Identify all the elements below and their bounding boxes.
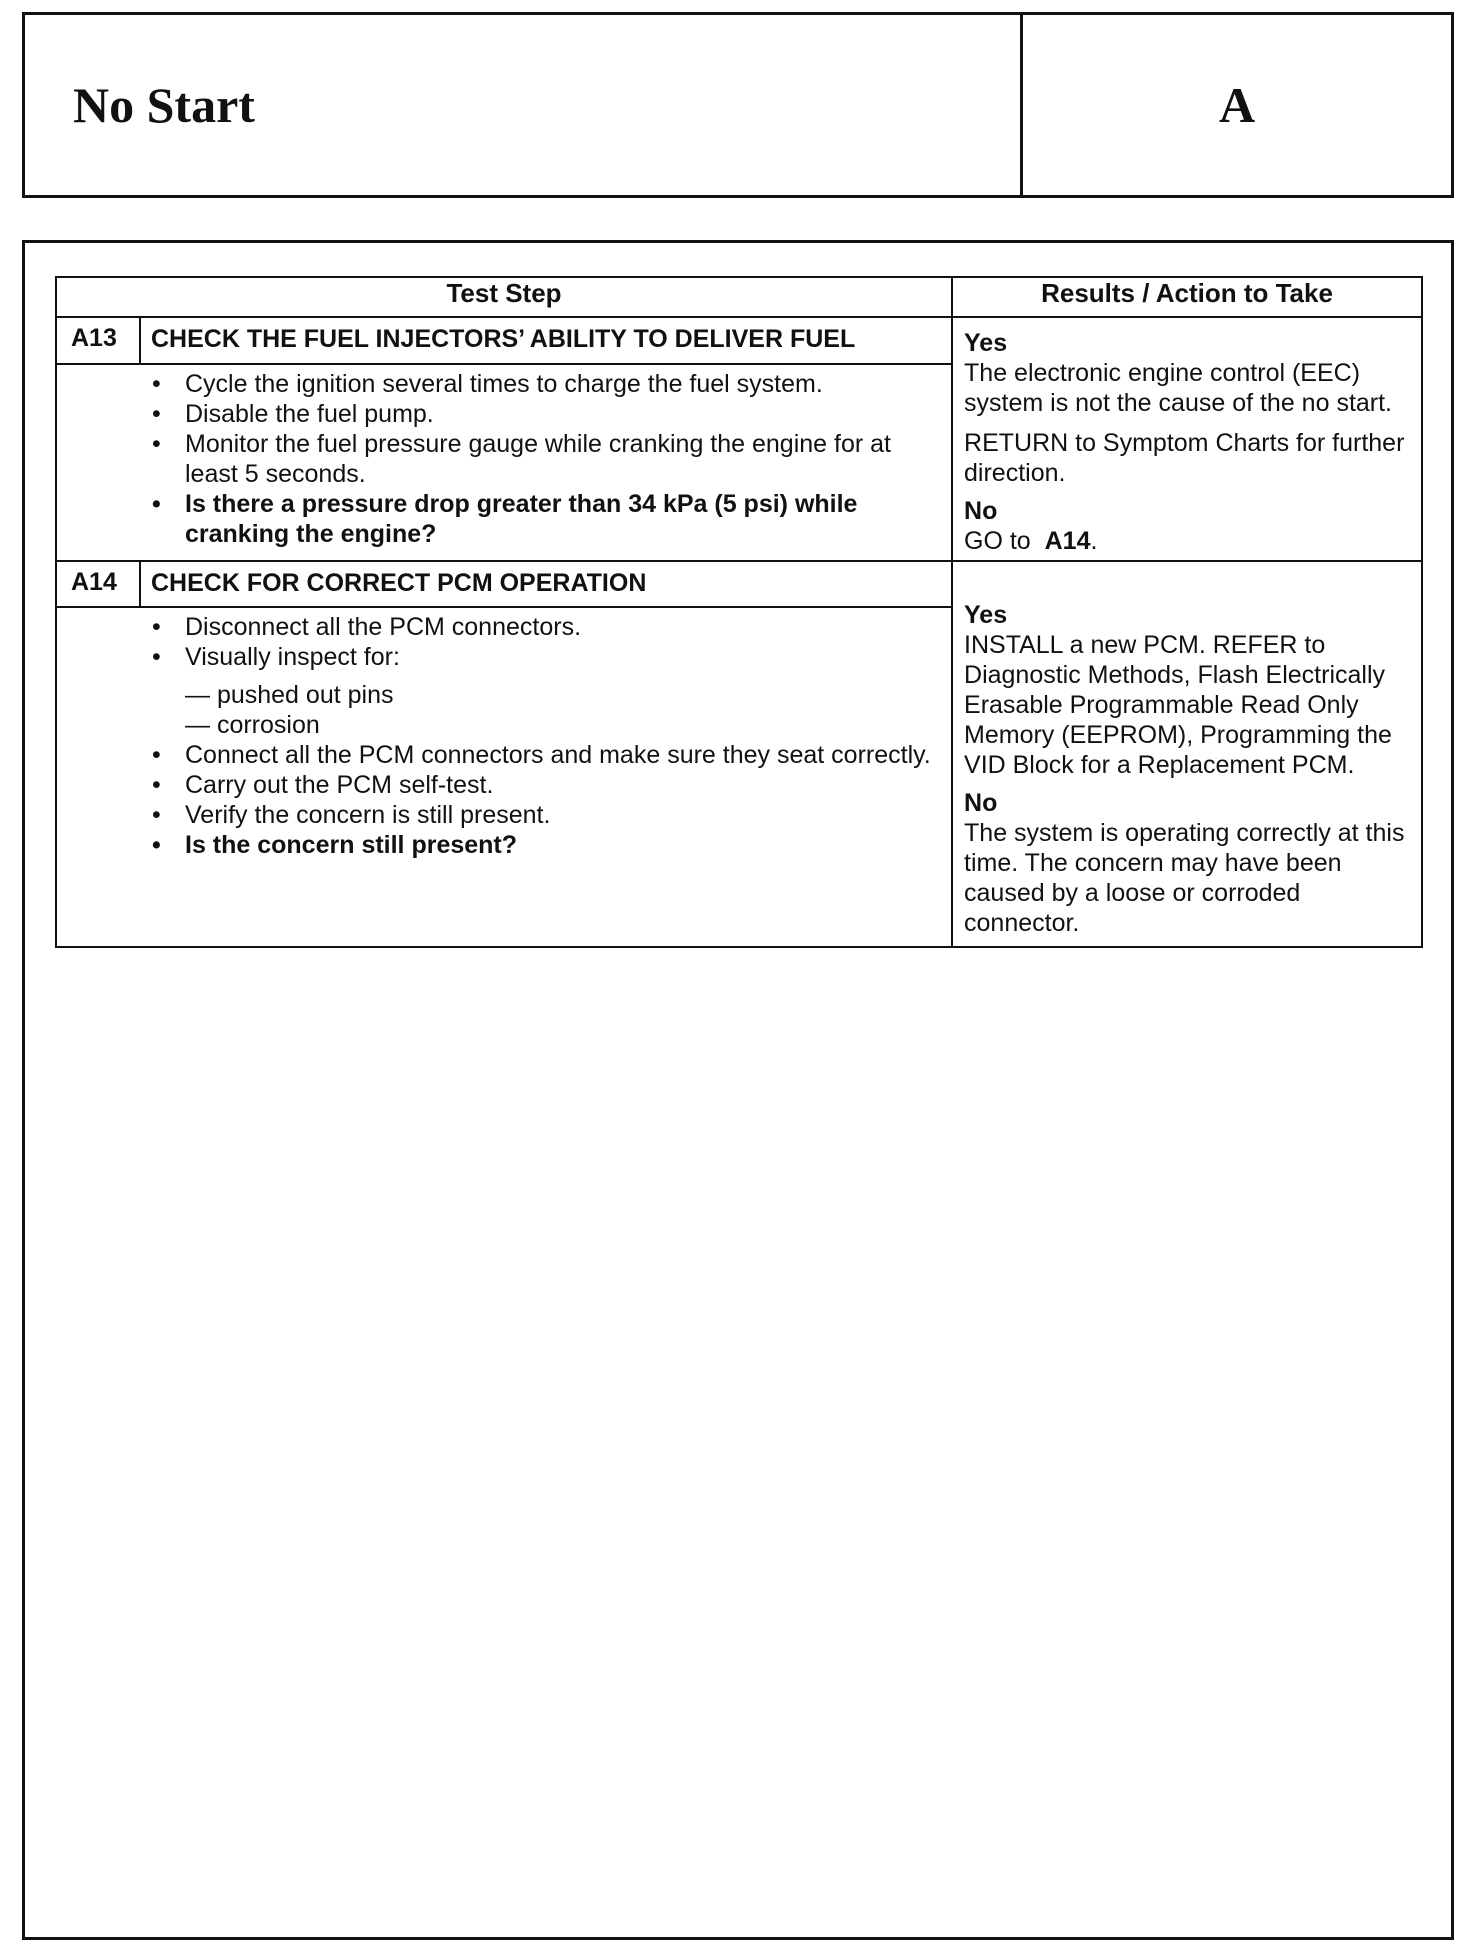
page-title: No Start (25, 15, 1023, 195)
result-yes-text-2: RETURN to Symptom Charts for further direction. (964, 429, 1405, 487)
step-question: • Is there a pressure drop greater than 34 kPa (5 psi) while cranking the engine? (140, 489, 941, 549)
result-yes-label: Yes (964, 329, 1008, 357)
result-no-text (964, 526, 1417, 556)
content-frame (22, 240, 1454, 1940)
no-text-post: . (1090, 527, 1098, 555)
result-yes-text: INSTALL a new PCM. REFER to Diagnostic Methods, Flash Electrically Erasable Programmable Read Only Memory (EEPROM), Programming the VID Block for a Replacement PCM. (964, 631, 1392, 779)
step-instructions (140, 364, 952, 561)
list-item: • Verify the concern is still present. (140, 800, 941, 830)
list-item: • Connect all the PCM connectors and make sure they seat correctly. (140, 740, 941, 770)
result-no-text: The system is operating correctly at this time. The concern may have been caused by a loose or corroded connector. (964, 819, 1405, 937)
step-results (952, 561, 1422, 947)
result-yes-text: The electronic engine control (EEC) system is not the cause of the no start. (964, 359, 1393, 417)
step-title: CHECK FOR CORRECT PCM OPERATION (140, 561, 952, 607)
step-title-row (56, 561, 1422, 607)
list-item-text: Visually inspect for: (185, 643, 400, 671)
section-letter: A (1218, 77, 1256, 133)
column-header-test-step: Test Step (56, 277, 952, 317)
step-title-row (56, 317, 1422, 364)
test-step-table (55, 276, 1423, 948)
step-question: • Is the concern still present? (140, 830, 941, 860)
step-id: A14 (56, 561, 140, 607)
no-text-pre: GO to (964, 527, 1031, 555)
list-item: • Cycle the ignition several times to charge the fuel system. (140, 369, 941, 399)
list-item: • Monitor the fuel pressure gauge while cranking the engine for at least 5 seconds. (140, 429, 941, 489)
list-item (140, 642, 941, 740)
list-item: • Disable the fuel pump. (140, 399, 941, 429)
sub-list-item: — corrosion (185, 711, 320, 739)
step-results (952, 317, 1422, 561)
list-item: • Carry out the PCM self-test. (140, 770, 941, 800)
result-no-label: No (964, 789, 998, 817)
step-reference: A14 (1044, 527, 1091, 555)
table-header-row (56, 277, 1422, 317)
sub-list-item: — pushed out pins (185, 681, 394, 709)
step-id: A13 (56, 317, 140, 364)
result-no-label: No (964, 497, 998, 525)
list-item: • Disconnect all the PCM connectors. (140, 612, 941, 642)
page-header (22, 12, 1454, 198)
step-title: CHECK THE FUEL INJECTORS’ ABILITY TO DELIVER FUEL (140, 317, 952, 364)
column-header-results: Results / Action to Take (952, 277, 1422, 317)
step-instructions (140, 607, 952, 947)
result-yes-label: Yes (964, 601, 1008, 629)
